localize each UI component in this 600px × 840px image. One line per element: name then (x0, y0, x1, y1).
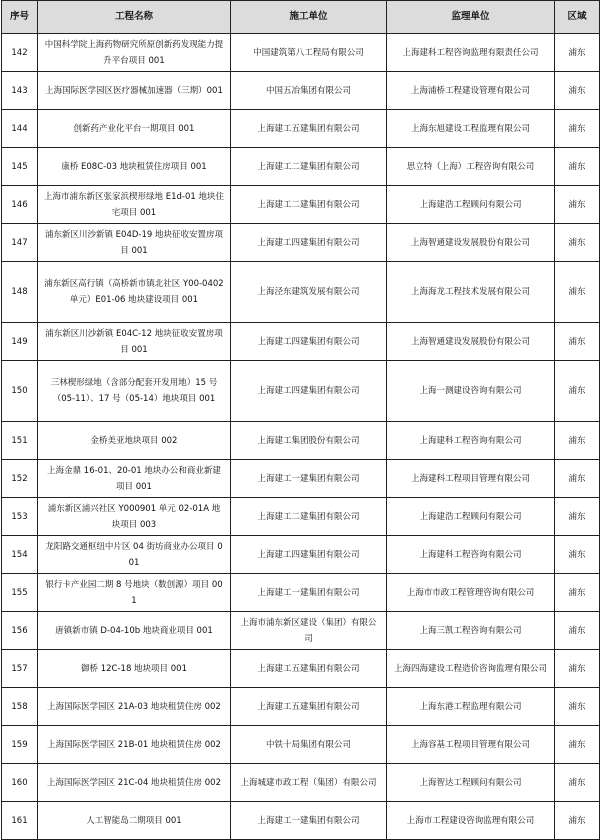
cell-project-name (38, 422, 231, 460)
supervisor-text: 上海三凯工程咨询有限公司 (419, 625, 522, 636)
cell-district: 浦东 (555, 612, 600, 650)
cell-builder (231, 148, 387, 186)
builder-text: 上海建工一建集团有限公司 (257, 473, 360, 484)
cell-supervisor (387, 72, 555, 110)
cell-no: 157 (2, 650, 38, 688)
supervisor-text: 上海容基工程项目管理有限公司 (410, 739, 530, 750)
cell-district: 浦东 (555, 262, 600, 323)
table-row (2, 323, 600, 361)
cell-builder (231, 262, 387, 323)
table-row (2, 262, 600, 323)
table-row (2, 802, 600, 840)
cell-no: 147 (2, 224, 38, 262)
cell-builder (231, 612, 387, 650)
cell-project-name (38, 688, 231, 726)
supervisor-text: 上海市市政工程管理咨询有限公司 (406, 587, 535, 598)
project-name-text: 银行卡产业园二期 8 号地块（数创源）项目 001 (45, 579, 223, 606)
cell-builder (231, 802, 387, 840)
cell-project-name (38, 262, 231, 323)
cell-builder (231, 72, 387, 110)
cell-district: 浦东 (555, 650, 600, 688)
project-name-text: 人工智能岛二期项目 001 (86, 815, 182, 826)
cell-no: 149 (2, 323, 38, 361)
cell-project-name (38, 650, 231, 688)
supervisor-text: 上海智通建设发展股份有限公司 (410, 237, 530, 248)
builder-text: 上海城建市政工程（集团）有限公司 (240, 777, 377, 788)
cell-builder (231, 34, 387, 72)
cell-builder (231, 422, 387, 460)
builder-text: 上海建工四建集团有限公司 (257, 336, 360, 347)
supervisor-text: 上海建科工程项目管理有限公司 (410, 473, 530, 484)
cell-project-name (38, 186, 231, 224)
cell-supervisor (387, 650, 555, 688)
supervisor-text: 上海建科工程咨询监理有限责任公司 (402, 47, 539, 58)
project-name-text: 上海国际医学园区 21B-01 地块租赁住房 002 (47, 739, 221, 750)
cell-supervisor (387, 802, 555, 840)
cell-district: 浦东 (555, 148, 600, 186)
cell-builder (231, 536, 387, 574)
cell-supervisor (387, 110, 555, 148)
project-name-text: 浦东新区川沙新镇 E04D-19 地块征收安置房项目 001 (44, 229, 224, 256)
table-row (2, 536, 600, 574)
cell-project-name (38, 764, 231, 802)
cell-no: 160 (2, 764, 38, 802)
cell-builder (231, 224, 387, 262)
cell-district: 浦东 (555, 726, 600, 764)
cell-project-name (38, 460, 231, 498)
project-name-text: 浦东新区浦兴社区 Y000901 单元 02-01A 地块项目 003 (47, 503, 221, 530)
builder-text: 上海建工四建集团有限公司 (257, 237, 360, 248)
cell-project-name (38, 110, 231, 148)
table-row (2, 72, 600, 110)
builder-text: 中铁十局集团有限公司 (265, 739, 351, 750)
builder-text: 上海建工五建集团有限公司 (257, 123, 360, 134)
supervisor-text: 上海智达工程顾问有限公司 (419, 777, 522, 788)
builder-text: 上海市浦东新区建设（集团）有限公司 (240, 617, 377, 644)
table-row (2, 650, 600, 688)
project-name-text: 三林楔形绿地（含部分配套开发用地）15 号（05-11）、17 号（05-14）地块项目 001 (50, 378, 218, 404)
table-row (2, 186, 600, 224)
builder-text: 中国建筑第八工程局有限公司 (253, 47, 364, 58)
cell-builder (231, 186, 387, 224)
cell-builder (231, 574, 387, 612)
header-row (2, 1, 600, 34)
cell-supervisor (387, 148, 555, 186)
table-row (2, 148, 600, 186)
cell-district: 浦东 (555, 72, 600, 110)
cell-project-name (38, 612, 231, 650)
cell-no: 148 (2, 262, 38, 323)
cell-supervisor (387, 574, 555, 612)
header-builder: 施工单位 (231, 1, 387, 34)
cell-no: 144 (2, 110, 38, 148)
cell-project-name (38, 148, 231, 186)
header-no: 序号 (2, 1, 38, 34)
cell-district: 浦东 (555, 186, 600, 224)
cell-supervisor (387, 262, 555, 323)
cell-district: 浦东 (555, 323, 600, 361)
cell-supervisor (387, 612, 555, 650)
cell-no: 143 (2, 72, 38, 110)
project-name-text: 御桥 12C-18 地块项目 001 (81, 663, 187, 674)
table-row (2, 498, 600, 536)
cell-supervisor (387, 34, 555, 72)
supervisor-text: 上海建浩工程顾问有限公司 (419, 199, 522, 210)
cell-district: 浦东 (555, 361, 600, 422)
project-name-text: 龙阳路交通枢纽中片区 04 街坊商业办公项目 001 (45, 541, 223, 568)
table-row (2, 224, 600, 262)
cell-supervisor (387, 323, 555, 361)
supervisor-text: 上海浦桥工程建设管理有限公司 (410, 85, 530, 96)
cell-builder (231, 650, 387, 688)
table-row (2, 574, 600, 612)
project-name-text: 上海金鼎 16-01、20-01 地块办公和商业新建项目 001 (47, 465, 221, 492)
supervisor-text: 上海四海建设工程造价咨询监理有限公司 (393, 663, 547, 674)
cell-builder (231, 460, 387, 498)
projects-table (1, 0, 600, 840)
cell-no: 161 (2, 802, 38, 840)
project-name-text: 浦东新区高行镇（高桥新市镇北社区 Y00-0402 单元）E01-06 地块建设项目 001 (44, 279, 224, 305)
cell-district: 浦东 (555, 224, 600, 262)
cell-project-name (38, 34, 231, 72)
supervisor-text: 思立特（上海）工程咨询有限公司 (406, 161, 535, 172)
cell-district: 浦东 (555, 688, 600, 726)
header-supervisor: 监理单位 (387, 1, 555, 34)
table-row (2, 361, 600, 422)
builder-text: 上海泾东建筑发展有限公司 (257, 287, 360, 297)
builder-text: 上海建工二建集团有限公司 (257, 161, 360, 172)
builder-text: 上海建工二建集团有限公司 (257, 511, 360, 522)
table-row (2, 422, 600, 460)
project-name-text: 上海国际医学园区 21A-03 地块租赁住房 002 (47, 701, 221, 712)
project-name-text: 金桥美亚地块项目 002 (90, 435, 178, 446)
project-name-text: 康桥 E08C-03 地块租赁住房项目 001 (61, 161, 207, 172)
project-name-text: 唐镇新市镇 D-04-10b 地块商业项目 001 (55, 625, 213, 636)
cell-builder (231, 726, 387, 764)
cell-project-name (38, 361, 231, 422)
cell-supervisor (387, 224, 555, 262)
builder-text: 上海建工二建集团有限公司 (257, 199, 360, 210)
cell-no: 155 (2, 574, 38, 612)
supervisor-text: 上海一测建设咨询有限公司 (419, 386, 522, 396)
cell-supervisor (387, 186, 555, 224)
builder-text: 上海建工五建集团有限公司 (257, 701, 360, 712)
table-header (2, 1, 600, 34)
cell-district: 浦东 (555, 498, 600, 536)
cell-district: 浦东 (555, 802, 600, 840)
cell-no: 150 (2, 361, 38, 422)
cell-builder (231, 688, 387, 726)
cell-supervisor (387, 361, 555, 422)
supervisor-text: 上海建科工程咨询有限公司 (419, 549, 522, 560)
cell-no: 153 (2, 498, 38, 536)
builder-text: 上海建工一建集团有限公司 (257, 815, 360, 826)
cell-project-name (38, 224, 231, 262)
cell-project-name (38, 802, 231, 840)
cell-supervisor (387, 498, 555, 536)
cell-no: 145 (2, 148, 38, 186)
cell-supervisor (387, 536, 555, 574)
cell-supervisor (387, 422, 555, 460)
project-name-text: 上海国际医学园区 21C-04 地块租赁住房 002 (47, 777, 221, 788)
supervisor-text: 上海东旭建设工程监理有限公司 (410, 123, 530, 134)
builder-text: 上海建工四建集团有限公司 (257, 549, 360, 560)
builder-text: 上海建工一建集团有限公司 (257, 587, 360, 598)
supervisor-text: 上海智通建设发展股份有限公司 (410, 336, 530, 347)
cell-no: 152 (2, 460, 38, 498)
project-name-text: 浦东新区川沙新镇 E04C-12 地块征收安置房项目 001 (45, 328, 223, 355)
cell-no: 151 (2, 422, 38, 460)
table-row (2, 34, 600, 72)
project-name-text: 创新药产业化平台一期项目 001 (73, 123, 195, 134)
table-row (2, 460, 600, 498)
supervisor-text: 上海建浩工程顾问有限公司 (419, 511, 522, 522)
project-name-text: 上海市浦东新区张家浜楔形绿地 E1d-01 地块住宅项目 001 (44, 191, 224, 218)
cell-no: 146 (2, 186, 38, 224)
project-name-text: 中国科学院上海药物研究所原创新药发现能力提升平台项目 001 (44, 39, 224, 66)
cell-project-name (38, 536, 231, 574)
builder-text: 上海建工五建集团有限公司 (257, 663, 360, 674)
cell-supervisor (387, 688, 555, 726)
cell-project-name (38, 323, 231, 361)
cell-builder (231, 323, 387, 361)
cell-project-name (38, 726, 231, 764)
supervisor-text: 上海东港工程监理有限公司 (419, 701, 522, 712)
header-project-name: 工程名称 (38, 1, 231, 34)
table-row (2, 612, 600, 650)
cell-project-name (38, 498, 231, 536)
cell-district: 浦东 (555, 110, 600, 148)
cell-builder (231, 498, 387, 536)
cell-builder (231, 764, 387, 802)
builder-text: 上海建工集团股份有限公司 (257, 435, 360, 446)
supervisor-text: 上海海龙工程技术发展有限公司 (410, 287, 530, 297)
cell-builder (231, 361, 387, 422)
cell-project-name (38, 574, 231, 612)
table-row (2, 764, 600, 802)
builder-text: 中国五冶集团有限公司 (265, 85, 351, 96)
project-name-text: 上海国际医学园区医疗器械加速器（三期）001 (45, 85, 223, 96)
cell-no: 156 (2, 612, 38, 650)
table-row (2, 110, 600, 148)
cell-district: 浦东 (555, 574, 600, 612)
table-body (2, 34, 600, 840)
cell-supervisor (387, 726, 555, 764)
cell-no: 158 (2, 688, 38, 726)
supervisor-text: 上海市工程建设咨询监理有限公司 (406, 815, 535, 826)
supervisor-text: 上海建科工程咨询有限公司 (419, 435, 522, 446)
cell-district: 浦东 (555, 764, 600, 802)
cell-no: 159 (2, 726, 38, 764)
builder-text: 上海建工四建集团有限公司 (257, 386, 360, 396)
cell-district: 浦东 (555, 34, 600, 72)
table-row (2, 726, 600, 764)
cell-district: 浦东 (555, 536, 600, 574)
cell-no: 142 (2, 34, 38, 72)
header-district: 区域 (555, 1, 600, 34)
cell-district: 浦东 (555, 422, 600, 460)
cell-district: 浦东 (555, 460, 600, 498)
cell-supervisor (387, 460, 555, 498)
cell-supervisor (387, 764, 555, 802)
cell-builder (231, 110, 387, 148)
cell-no: 154 (2, 536, 38, 574)
table-row (2, 688, 600, 726)
cell-project-name (38, 72, 231, 110)
